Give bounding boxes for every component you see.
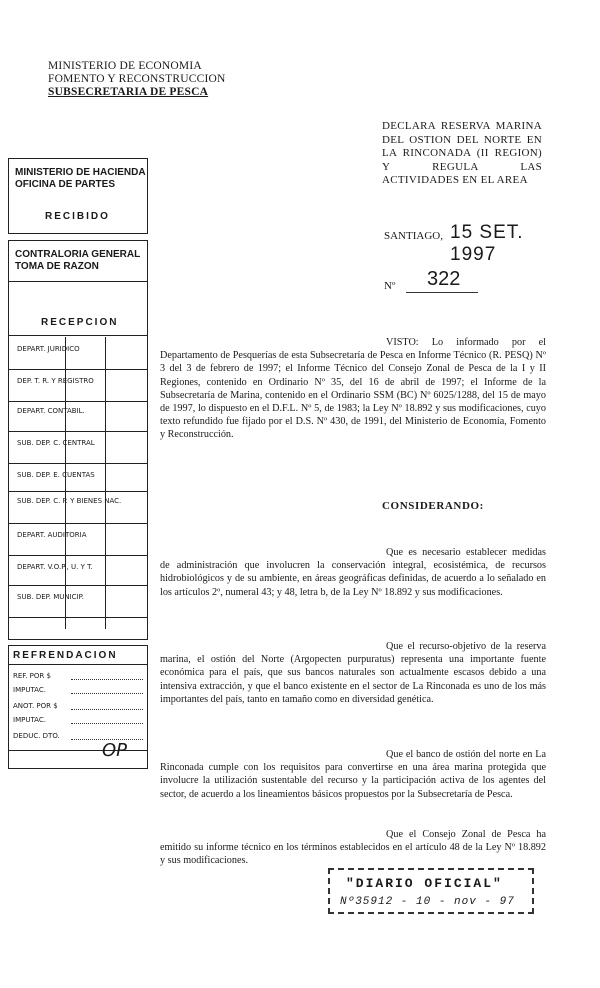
refrendacion-row: REF. POR $	[13, 672, 51, 680]
number-underline	[406, 292, 478, 293]
refrendacion-row: ANOT. POR $	[13, 702, 58, 710]
refrendacion-row: IMPUTAC.	[13, 686, 46, 694]
c3-first-line: Que el banco de ostión del norte	[386, 749, 520, 760]
visto-first-line: VISTO: Lo informado por el	[386, 337, 546, 348]
grid-line	[9, 491, 147, 492]
row-label: DEPART. CONTABIL.	[17, 407, 85, 415]
c4-first-line: Que el Consejo Zonal de Pesca	[386, 829, 531, 840]
row-label: SUB. DEP. E. CUENTAS	[17, 471, 95, 479]
row-label: DEPART. V.O.P., U. Y T.	[17, 563, 93, 571]
grid-line	[9, 555, 147, 556]
date-block	[382, 222, 552, 265]
stamp-contraloria	[8, 240, 148, 640]
ministry-header	[48, 60, 228, 99]
c2-first-line: Que el recurso-objetivo de la	[386, 641, 513, 652]
ministry-line-2: FOMENTO Y RECONSTRUCCION	[48, 73, 226, 85]
grid-line	[9, 617, 147, 618]
stamp-diario-oficial	[328, 868, 534, 914]
ministry-line-3: SUBSECRETARIA DE PESCA	[48, 86, 209, 98]
paragraph-considerando-2	[160, 640, 546, 706]
decree-summary: DECLARA RESERVA MARINA DEL OSTION DEL NORTE EN LA RINCONADA (II REGION) Y REGULA LAS ACTIVIDADES EN EL AREA	[382, 120, 542, 186]
grid-line	[9, 585, 147, 586]
contraloria-line-2: TOMA DE RAZON	[15, 261, 99, 272]
considerando-heading: CONSIDERANDO:	[382, 500, 484, 512]
paragraph-visto	[160, 336, 546, 442]
dotted-line	[71, 709, 143, 710]
handwritten-mark: OP	[101, 740, 127, 761]
row-label: SUB. DEP. MUNICIP.	[17, 593, 84, 601]
diario-publication: Nº35912 - 10 - nov - 97	[340, 896, 515, 908]
visto-text: Departamento de Pesquerías de esta Subsecretaría de Pesca en Informe Técnico (R. PESQ) Nº 3 del 3 de febrero de 1997; el Informe Técnico del Consejo Zonal de Pesca de la I y II Regiones, contenido en Ordinario Nº 35, del 16 de abril de 1997; el Informe de la Subsecretaría de Marina, contenido en el Ordinario SSM (BC) Nº 6025/1288, del 15 de mayo de 1997, lo dispuesto en el D.F.L. Nº 5, de 1983; la Ley Nº 18.892 y sus modificaciones, cuyo texto refundido fue fijado por el D.S. Nº 430, de 1991, del Ministerio de Economía, Fomento y Reconstrucción.	[160, 350, 546, 441]
diario-title: "DIARIO OFICIAL"	[346, 876, 503, 891]
hacienda-line-1: MINISTERIO DE HACIENDA	[15, 167, 146, 178]
c1-first-line: Que es necesario establecer	[386, 547, 507, 558]
row-label: SUB. DEP. C. P. Y BIENES NAC.	[17, 497, 122, 505]
decree-number: 322	[427, 268, 461, 290]
stamp-refrendacion	[8, 645, 148, 769]
grid-line	[9, 664, 147, 665]
hacienda-recibido: RECIBIDO	[45, 211, 110, 222]
dotted-line	[71, 693, 143, 694]
santiago-label: SANTIAGO,	[384, 230, 443, 242]
row-label: DEPART. AUDITORIA	[17, 531, 87, 539]
row-label: SUB. DEP. C. CENTRAL	[17, 439, 95, 447]
grid-line	[9, 523, 147, 524]
refrendacion-row: DEDUC. DTO.	[13, 732, 60, 740]
hacienda-line-2: OFICINA DE PARTES	[15, 179, 116, 190]
paragraph-considerando-4	[160, 828, 546, 868]
grid-line	[9, 369, 147, 370]
grid-line	[9, 401, 147, 402]
contraloria-recepcion: RECEPCION	[41, 317, 119, 328]
c3-text: en La Rinconada cumple con los requisitos para convertirse en una área marina protegida que involucre la utilización sustentable del recurso y la participación activa de los agentes del sector, de acuerdo a los lineamientos básicos propuestos por la Subsecretaría de Pesca.	[160, 749, 546, 800]
stamp-hacienda	[8, 158, 148, 234]
c4-text: ha emitido su informe técnico en los términos establecidos en el artículo 48 de la Ley Nº 18.892 y sus modificaciones.	[160, 829, 546, 867]
row-label: DEP. T. R. Y REGISTRO	[17, 377, 94, 385]
dotted-line	[71, 723, 143, 724]
ministry-line-1: MINISTERIO DE ECONOMIA	[48, 60, 202, 72]
number-block	[382, 268, 492, 298]
paragraph-considerando-3	[160, 748, 546, 801]
paragraph-considerando-1	[160, 546, 546, 599]
contraloria-divider	[9, 335, 147, 336]
c2-text: reserva marina, el ostión del Norte (Argopecten purpuratus) representa una importante fuente económica para el país, que sus bancos naturales son actualmente escasos debido a una intensiva extracción, y que el banco existente en el sector de La Rinconada es uno de los más importantes del país, tanto en tamaño como en diversidad genética.	[160, 641, 547, 705]
refrendacion-title: REFRENDACION	[13, 650, 118, 661]
refrendacion-row: IMPUTAC.	[13, 716, 46, 724]
contraloria-divider	[9, 281, 147, 282]
grid-line	[9, 431, 147, 432]
dotted-line	[71, 679, 143, 680]
c1-text: medidas de administración que involucren la conservación integral, ecosistémica, de recursos hidrobiológicos y de su ambiente, en áreas geográficas definidas, de acuerdo a lo señalado en los artículos 2º, numeral 43; y 48, letra b, de la Ley Nº 18.892 y sus modificaciones.	[160, 547, 546, 598]
contraloria-line-1: CONTRALORIA GENERAL	[15, 249, 141, 260]
number-label: Nº	[384, 280, 396, 292]
row-label: DEPART. JURIDICO	[17, 345, 80, 353]
date-stamp: 15 SET. 1997	[450, 222, 524, 265]
grid-line	[9, 463, 147, 464]
